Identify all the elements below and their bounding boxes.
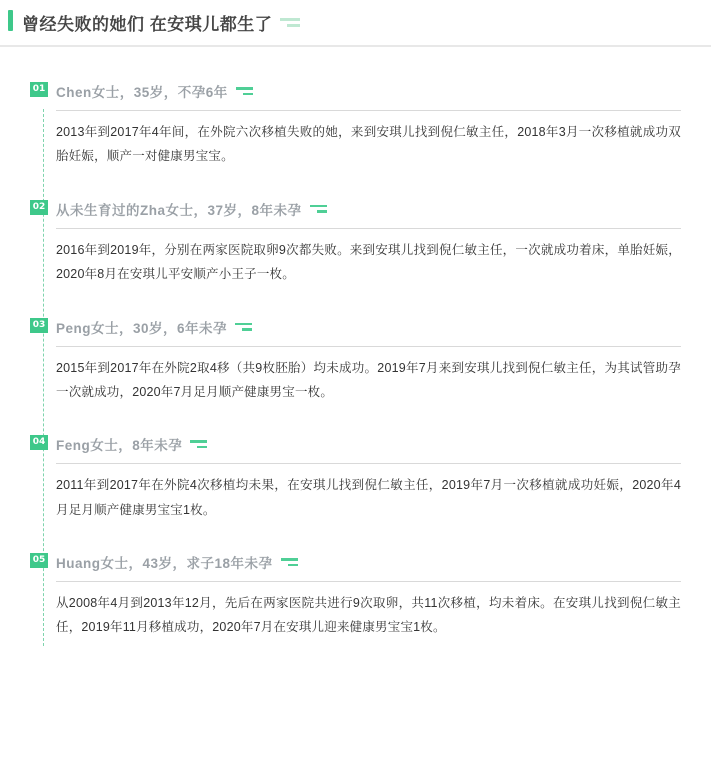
item-title-row (56, 317, 681, 337)
list-item (30, 434, 681, 522)
item-title: Chen女士，35岁，不孕6年 (56, 85, 228, 100)
title-decoration-icon (281, 558, 298, 566)
item-title: Huang女士，43岁，求子18年未孕 (56, 556, 273, 571)
item-number-badge: 04 (30, 435, 48, 450)
item-body-text: 2013年到2017年4年间，在外院六次移植失败的她，来到安琪儿找到倪仁敏主任，2018年3月一次移植就成功双胎妊娠，顺产一对健康男宝宝。 (56, 110, 681, 169)
title-decoration-icon (235, 323, 252, 331)
item-title: Peng女士，30岁，6年未孕 (56, 320, 228, 336)
item-title-row (56, 434, 681, 454)
item-body-text: 2011年到2017年在外院4次移植均未果，在安琪儿找到倪仁敏主任，2019年7月一次移植就成功妊娠，2020年4月足月顺产健康男宝宝1枚。 (56, 463, 681, 522)
item-body-text: 从2008年4月到2013年12月，先后在两家医院共进行9次取卵，共11次移植，均未着床。在安琪儿找到倪仁敏主任，2019年11月移植成功，2020年7月在安琪儿迎来健康男宝宝1枚。 (56, 581, 681, 640)
list-item (30, 317, 681, 405)
title-decoration-icon (190, 440, 207, 448)
item-title: Feng女士，8年未孕 (56, 438, 183, 454)
timeline-list (0, 47, 711, 660)
page-header (0, 0, 711, 47)
item-title-row (56, 81, 681, 101)
item-number-badge: 03 (30, 318, 48, 333)
page-title: 曾经失败的她们 在安琪儿都生了 (22, 15, 273, 34)
item-number-badge: 01 (30, 82, 48, 97)
item-title-row (56, 199, 681, 219)
list-item (30, 552, 681, 640)
title-decoration-icon (236, 87, 253, 95)
header-decoration-icon (280, 18, 300, 27)
list-item (30, 81, 681, 169)
list-item (30, 199, 681, 287)
item-body-text: 2015年到2017年在外院2取4移（共9枚胚胎）均未成功。2019年7月来到安琪儿找到倪仁敏主任，为其试管助孕一次就成功，2020年7月足月顺产健康男宝一枚。 (56, 346, 681, 405)
item-title-row (56, 552, 681, 572)
header-accent-bar (8, 10, 13, 31)
item-number-badge: 02 (30, 200, 48, 215)
title-decoration-icon (310, 205, 327, 213)
item-title: 从未生育过的Zha女士，37岁，8年未孕 (56, 202, 302, 218)
item-number-badge: 05 (30, 553, 48, 568)
item-body-text: 2016年到2019年，分别在两家医院取卵9次都失败。来到安琪儿找到倪仁敏主任，一次就成功着床，单胎妊娠，2020年8月在安琪儿平安顺产小王子一枚。 (56, 228, 681, 287)
